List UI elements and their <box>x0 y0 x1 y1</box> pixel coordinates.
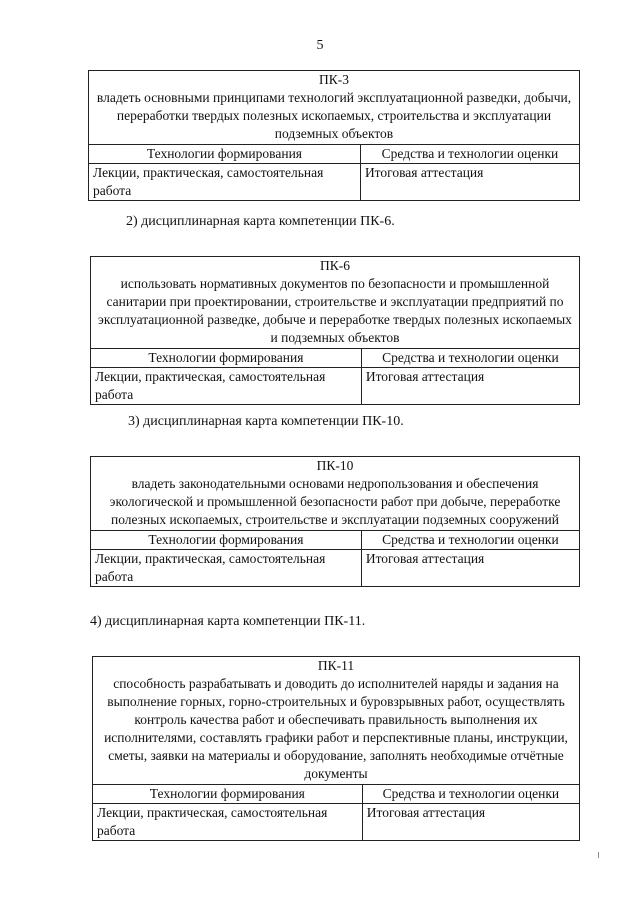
assessment-value: Итоговая аттестация <box>365 551 485 566</box>
scan-mark <box>598 852 599 858</box>
table-row <box>91 367 579 404</box>
header-assessment: Средства и технологии оценки <box>381 146 559 161</box>
assessment-value: Итоговая аттестация <box>366 805 486 820</box>
caption-pk6: 2) дисциплинарная карта компетенции ПК-6. <box>126 214 395 229</box>
technologies-value: Лекции, практическая, самостоятельная работа <box>91 550 362 586</box>
table-row <box>91 549 579 586</box>
competency-code: ПК-3 <box>319 72 349 87</box>
competency-card-pk11 <box>92 656 580 841</box>
competency-description: использовать нормативных документов по безопасности и промышленной санитарии при проектировании, строительстве и эксплуатации предприятий по эксплуатационной разведке, добыче и переработке твердых полезных ископаемых и подземных объектов <box>98 276 572 345</box>
table-row <box>93 803 579 840</box>
card-header <box>91 457 579 531</box>
table-header-row <box>93 785 579 803</box>
card-header <box>93 657 579 785</box>
caption-pk10: 3) дисциплинарная карта компетенции ПК-10. <box>128 414 404 429</box>
header-technologies: Технологии формирования <box>91 531 362 549</box>
header-assessment: Средства и технологии оценки <box>382 532 559 547</box>
technologies-value: Лекции, практическая, самостоятельная работа <box>91 368 362 404</box>
header-assessment: Средства и технологии оценки <box>382 786 560 801</box>
competency-code: ПК-6 <box>320 258 350 273</box>
table-header-row <box>89 145 579 163</box>
table-header-row <box>91 349 579 367</box>
card-header <box>89 71 579 145</box>
header-technologies: Технологии формирования <box>89 145 361 163</box>
competency-code: ПК-11 <box>317 658 355 673</box>
table-row <box>89 163 579 200</box>
competency-card-pk6 <box>90 256 580 405</box>
competency-description: способность разрабатывать и доводить до исполнителей наряды и задания на выполнение горных, горно-строительных и буровзрывных работ, осуществлять контроль качества работ и обеспечивать правильность выполнения их исполнителями, составлять графики работ и перспективные планы, инструкции, сметы, заявки на материалы и оборудование, заполнять необходимые отчётные документы <box>104 676 568 781</box>
technologies-value: Лекции, практическая, самостоятельная работа <box>89 164 361 200</box>
table-header-row <box>91 531 579 549</box>
header-assessment: Средства и технологии оценки <box>382 350 559 365</box>
competency-description: владеть законодательными основами недропользования и обеспечения экологической и промышленной безопасности работ при добыче, переработке полезных ископаемых, строительстве и эксплуатации подземных сооружений <box>109 476 561 527</box>
competency-card-pk3 <box>88 70 580 201</box>
competency-card-pk10 <box>90 456 580 587</box>
competency-description: владеть основными принципами технологий эксплуатационной разведки, добычи, переработки твердых полезных ископаемых, строительства и эксплуатации подземных объектов <box>96 90 572 141</box>
assessment-value: Итоговая аттестация <box>365 369 485 384</box>
technologies-value: Лекции, практическая, самостоятельная работа <box>93 804 363 840</box>
caption-pk11: 4) дисциплинарная карта компетенции ПК-11. <box>90 614 366 629</box>
card-header <box>91 257 579 349</box>
page-number: 5 <box>316 38 324 53</box>
header-technologies: Технологии формирования <box>91 349 362 367</box>
header-technologies: Технологии формирования <box>93 785 363 803</box>
competency-code: ПК-10 <box>316 458 354 473</box>
assessment-value: Итоговая аттестация <box>364 165 484 180</box>
